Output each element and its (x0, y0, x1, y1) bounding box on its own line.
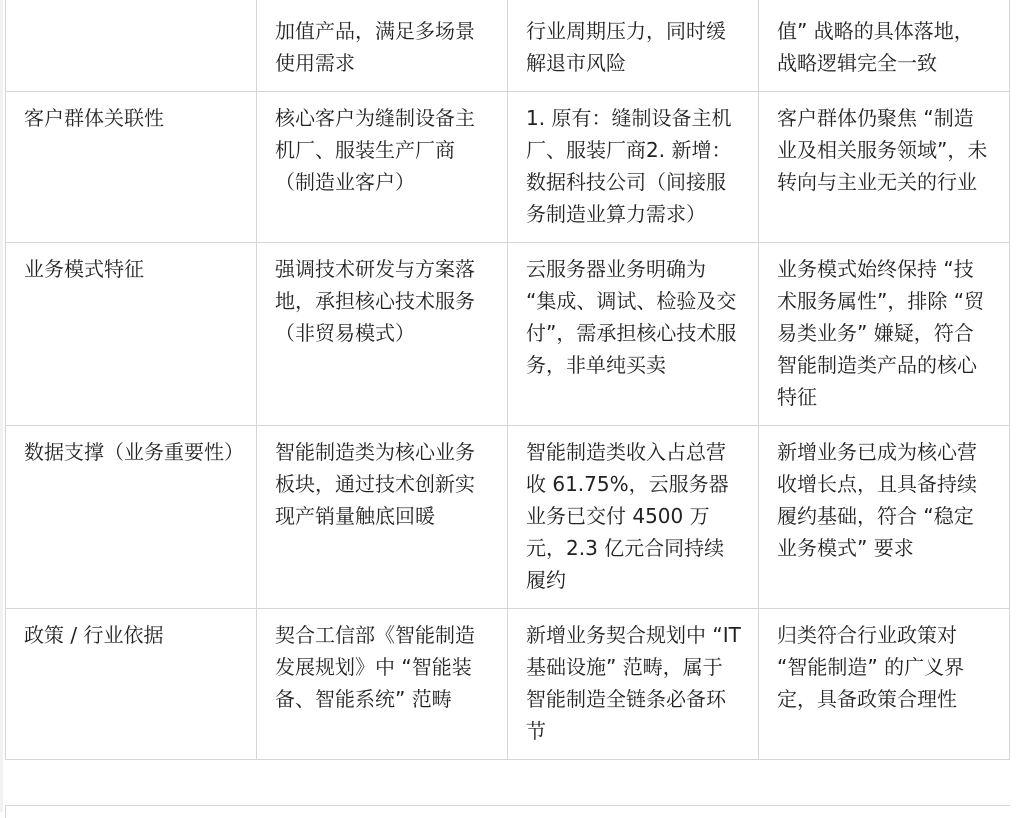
table-row (6, 243, 1010, 426)
comparison-table (5, 0, 1010, 760)
table-cell: 值” 战略的具体落地，战略逻辑完全一致 (759, 0, 1010, 92)
table-cell: 契合工信部《智能制造发展规划》中 “智能装备、智能系统” 范畴 (257, 609, 508, 760)
row-label: 客户群体关联性 (6, 92, 257, 243)
row-label (6, 0, 257, 92)
left-gutter (0, 0, 3, 812)
table-cell: 客户群体仍聚焦 “制造业及相关服务领域”，未转向与主业无关的行业 (759, 92, 1010, 243)
table-cell: 强调技术研发与方案落地，承担核心技术服务（非贸易模式） (257, 243, 508, 426)
row-label: 数据支撑（业务重要性） (6, 426, 257, 609)
table-cell: 行业周期压力，同时缓解退市风险 (508, 0, 759, 92)
table-cell: 新增业务已成为核心营收增长点，且具备持续履约基础，符合 “稳定业务模式” 要求 (759, 426, 1010, 609)
table-row (6, 609, 1010, 760)
table-row (6, 426, 1010, 609)
table-row (6, 0, 1010, 92)
table-row (6, 92, 1010, 243)
row-label: 政策 / 行业依据 (6, 609, 257, 760)
table-cell: 云服务器业务明确为 “集成、调试、检验及交付”，需承担核心技术服务，非单纯买卖 (508, 243, 759, 426)
row-label: 业务模式特征 (6, 243, 257, 426)
table-cell: 加值产品，满足多场景使用需求 (257, 0, 508, 92)
table-cell: 核心客户为缝制设备主机厂、服装生产厂商（制造业客户） (257, 92, 508, 243)
table-cell: 智能制造类为核心业务板块，通过技术创新实现产销量触底回暖 (257, 426, 508, 609)
table-cell: 1. 原有：缝制设备主机厂、服装厂商2. 新增：数据科技公司（间接服务制造业算力需求） (508, 92, 759, 243)
table-cell: 归类符合行业政策对 “智能制造” 的广义界定，具备政策合理性 (759, 609, 1010, 760)
table-cell: 新增业务契合规划中 “IT 基础设施” 范畴，属于智能制造全链条必备环节 (508, 609, 759, 760)
table-cell: 业务模式始终保持 “技术服务属性”，排除 “贸易类业务” 嫌疑，符合智能制造类产品的核心特征 (759, 243, 1010, 426)
table-cell: 智能制造类收入占总营收 61.75%，云服务器业务已交付 4500 万元，2.3 亿元合同持续履约 (508, 426, 759, 609)
